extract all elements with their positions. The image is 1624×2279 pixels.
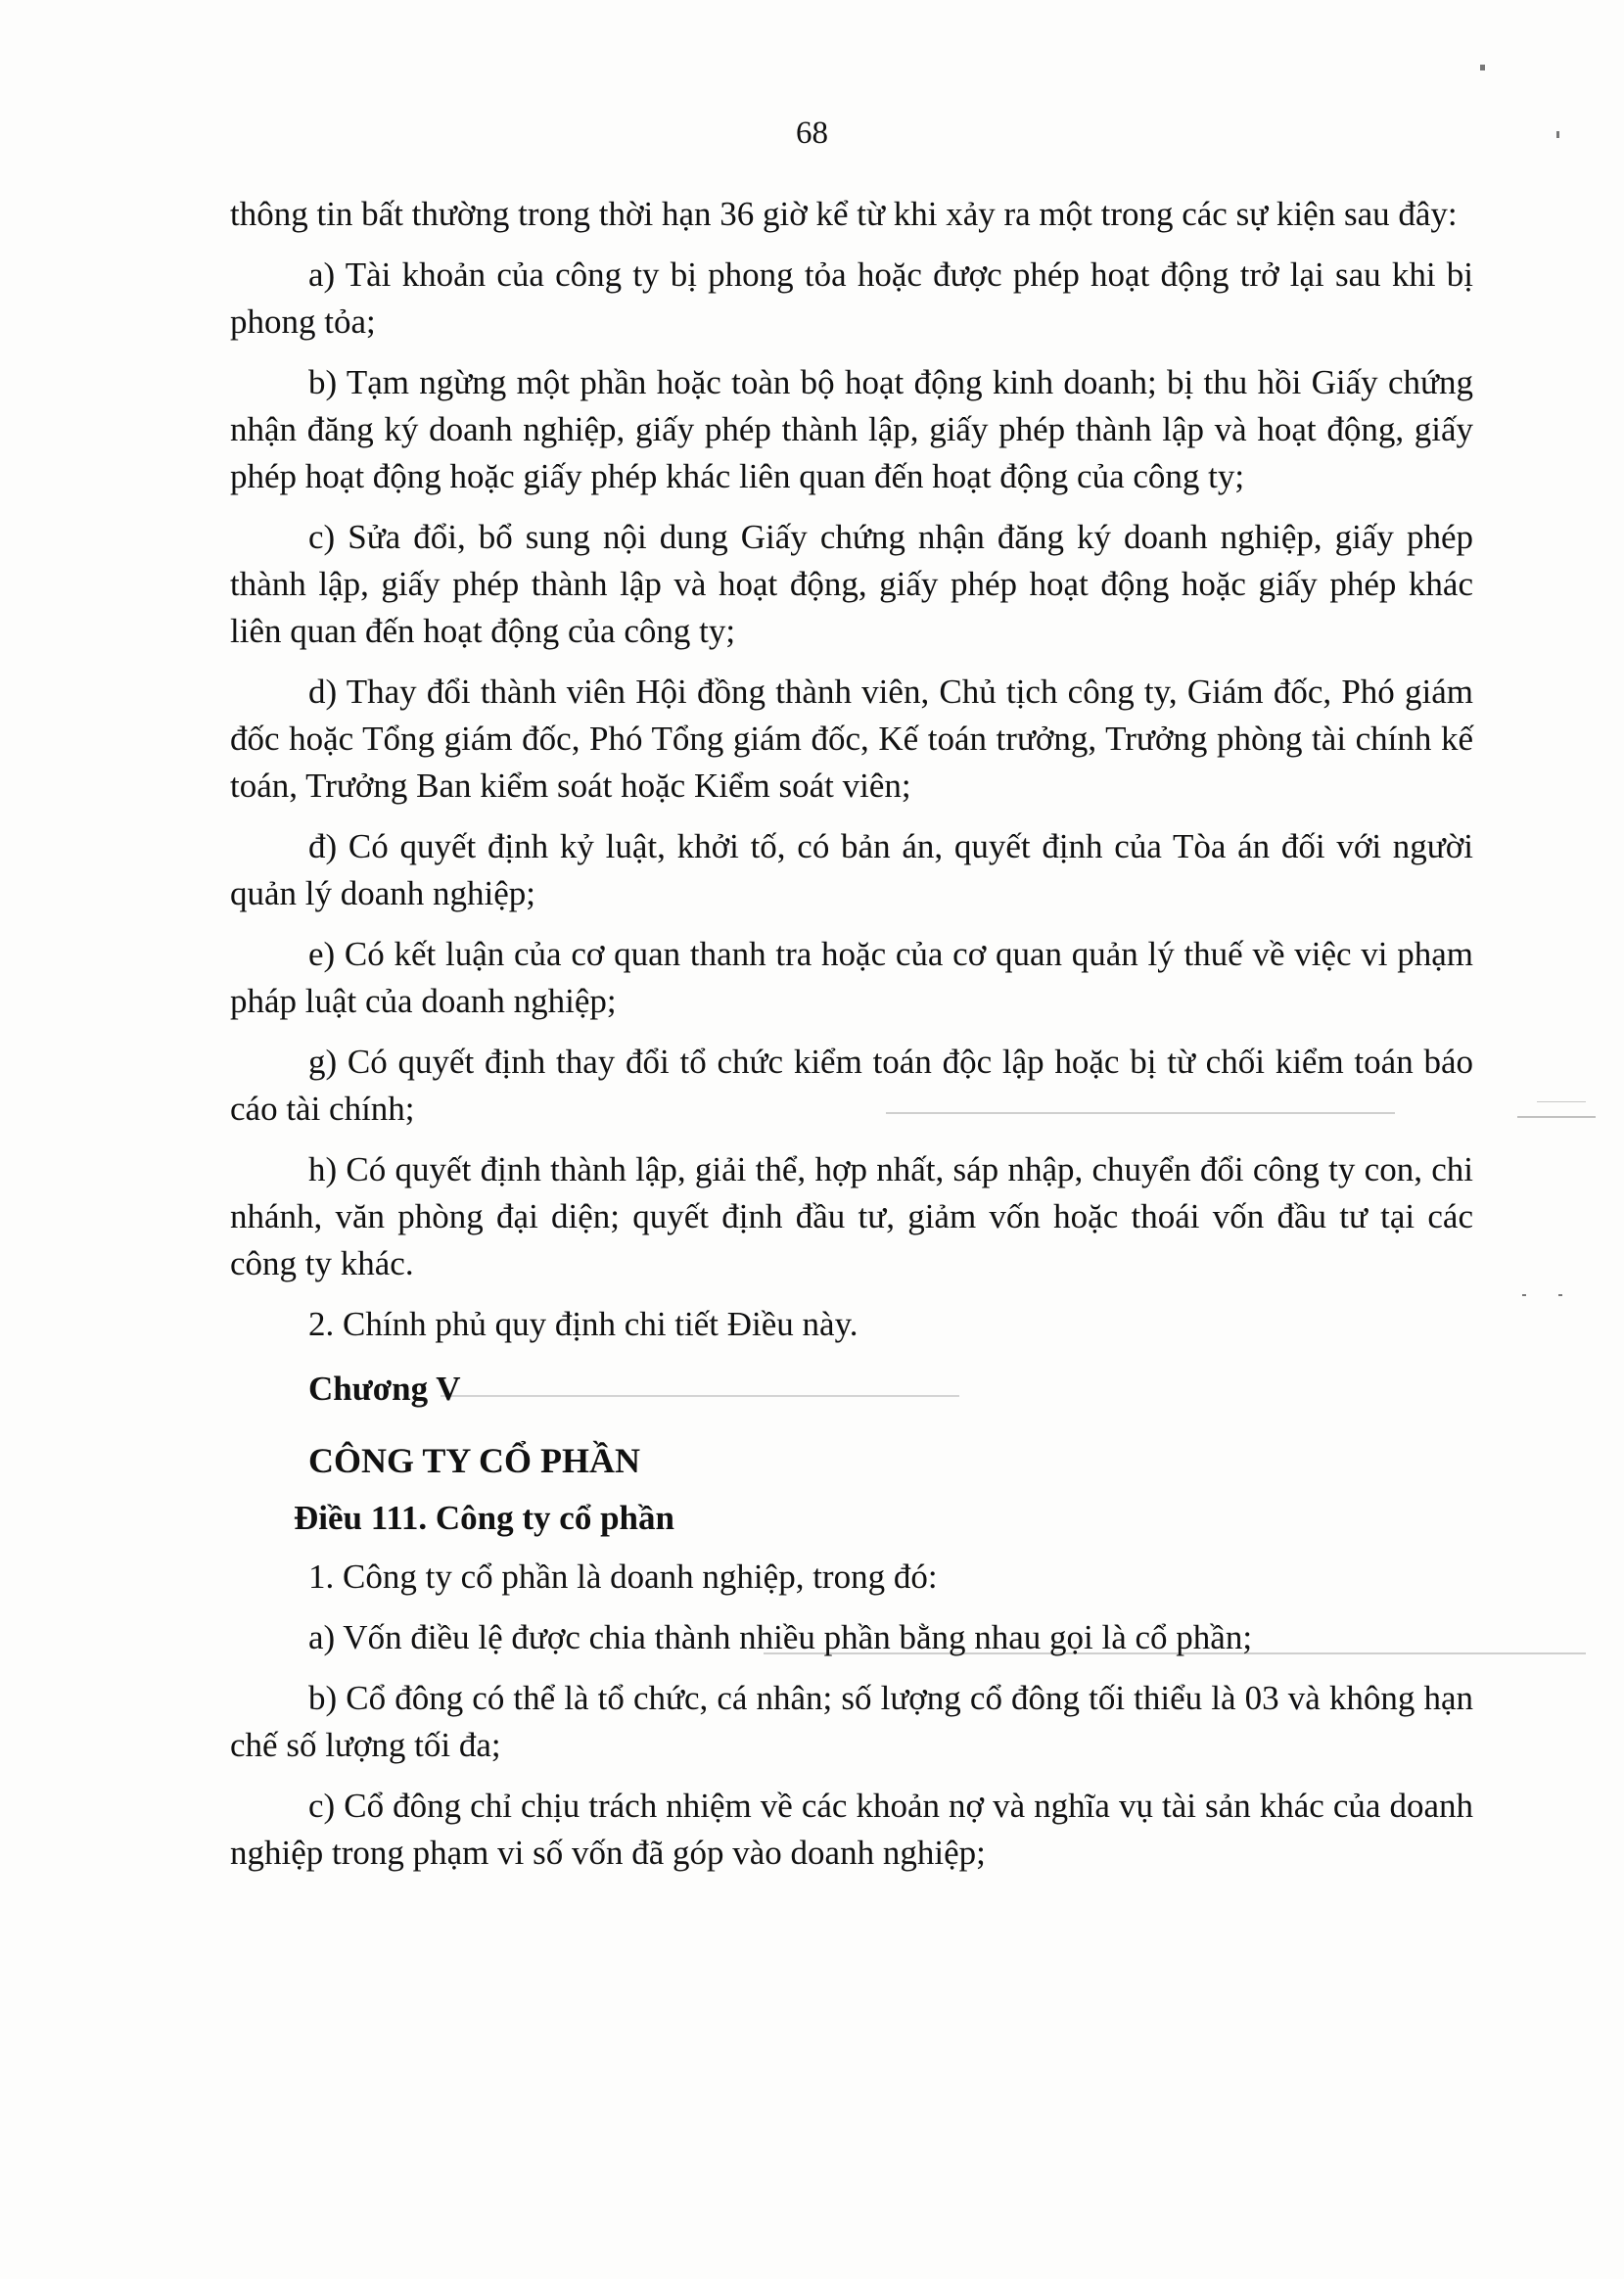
body-paragraph: c) Sửa đổi, bổ sung nội dung Giấy chứng nhận đăng ký doanh nghiệp, giấy phép thành lập, giấy phép thành lập và hoạt động, giấy phép hoạt động hoặc giấy phép khác liên quan đến hoạt động của công ty; [230, 518, 1473, 650]
scan-dash-line [1537, 1101, 1586, 1102]
page-number: 68 [796, 116, 828, 151]
article-paragraph: b) Cổ đông có thể là tổ chức, cá nhân; số lượng cổ đông tối thiểu là 03 và không hạn chế số lượng tối đa; [230, 1679, 1473, 1764]
body-paragraph: thông tin bất thường trong thời hạn 36 giờ kể từ khi xảy ra một trong các sự kiện sau đây: [230, 195, 1458, 233]
body-paragraph: đ) Có quyết định kỷ luật, khởi tố, có bản án, quyết định của Tòa án đối với người quản lý doanh nghiệp; [230, 827, 1473, 912]
article-paragraph: c) Cổ đông chỉ chịu trách nhiệm về các khoản nợ và nghĩa vụ tài sản khác của doanh nghiệp trong phạm vi số vốn đã góp vào doanh nghiệp; [230, 1787, 1473, 1872]
article-paragraph: 1. Công ty cổ phần là doanh nghiệp, trong đó: [308, 1558, 938, 1596]
scan-speck [1558, 1294, 1562, 1296]
chapter-label: Chương V [308, 1370, 461, 1408]
body-paragraph: b) Tạm ngừng một phần hoặc toàn bộ hoạt động kinh doanh; bị thu hồi Giấy chứng nhận đăng ký doanh nghiệp, giấy phép thành lập, giấy phép thành lập và hoạt động, giấy phép hoạt động hoặc giấy phép khác liên quan đến hoạt động của công ty; [230, 363, 1473, 495]
scan-speck [1522, 1294, 1526, 1296]
body-paragraph: h) Có quyết định thành lập, giải thể, hợp nhất, sáp nhập, chuyển đổi công ty con, chi nhánh, văn phòng đại diện; quyết định đầu tư, giảm vốn hoặc thoái vốn đầu tư tại các công ty khác. [230, 1150, 1473, 1282]
body-paragraph: e) Có kết luận của cơ quan thanh tra hoặc của cơ quan quản lý thuế về việc vi phạm pháp luật của doanh nghiệp; [230, 935, 1473, 1020]
scan-speck [1480, 65, 1485, 70]
body-paragraph: a) Tài khoản của công ty bị phong tỏa hoặc được phép hoạt động trở lại sau khi bị phong tỏa; [230, 256, 1473, 341]
body-paragraph: 2. Chính phủ quy định chi tiết Điều này. [308, 1305, 858, 1343]
article-paragraph: a) Vốn điều lệ được chia thành nhiều phần bằng nhau gọi là cổ phần; [308, 1618, 1253, 1656]
body-paragraph: d) Thay đổi thành viên Hội đồng thành viên, Chủ tịch công ty, Giám đốc, Phó giám đốc hoặc Tổng giám đốc, Phó Tổng giám đốc, Kế toán trưởng, Trưởng phòng tài chính kế toán, Trưởng Ban kiểm soát hoặc Kiểm soát viên; [230, 673, 1473, 805]
article-heading: Điều 111. Công ty cổ phần [294, 1499, 674, 1537]
scan-dash-line [1517, 1116, 1596, 1118]
chapter-title: CÔNG TY CỔ PHẦN [308, 1441, 641, 1480]
document-body [230, 191, 1473, 1890]
body-paragraph: g) Có quyết định thay đổi tổ chức kiểm toán độc lập hoặc bị từ chối kiểm toán báo cáo tài chính; [230, 1043, 1473, 1128]
